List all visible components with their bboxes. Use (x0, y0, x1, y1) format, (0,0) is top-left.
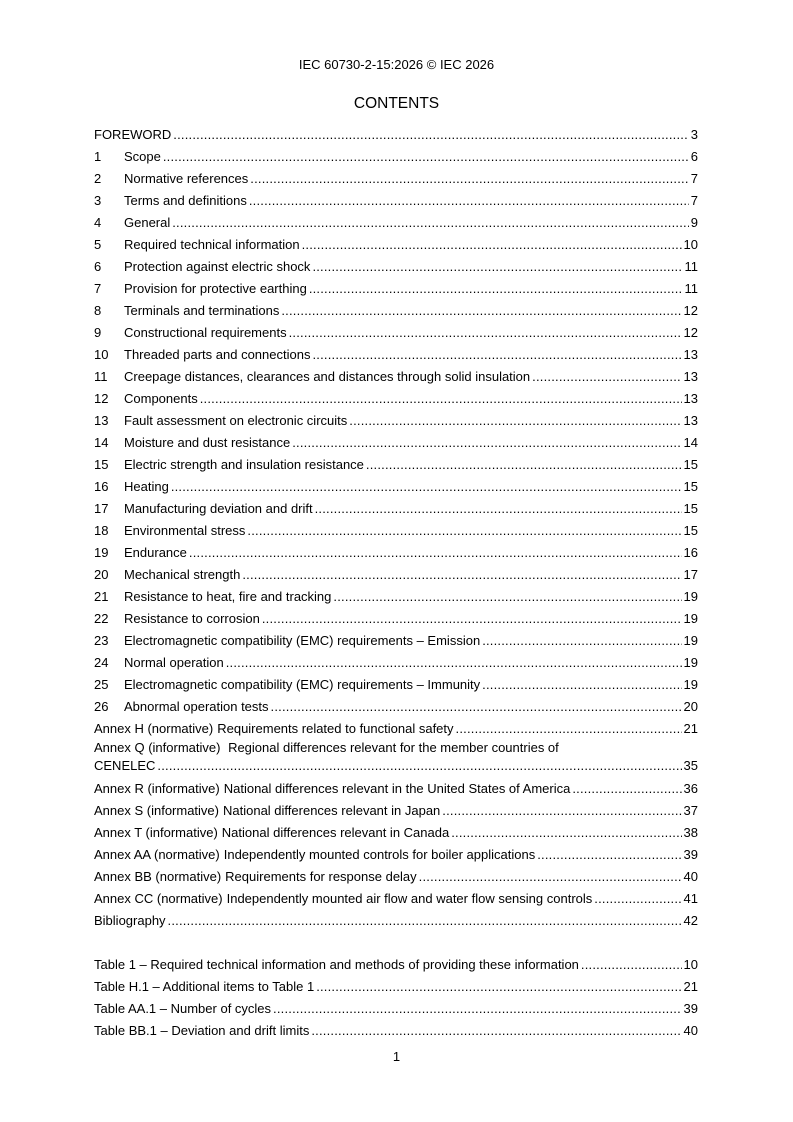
toc-entry-annex[interactable] (94, 740, 698, 778)
toc-entry-clause[interactable] (94, 630, 698, 652)
toc-page-number: 15 (683, 479, 698, 494)
toc-entry-annex[interactable] (94, 844, 698, 866)
toc-annex-prefix: Annex S (informative) (94, 803, 219, 818)
toc-entry-label: National differences relevant in Japan (223, 803, 441, 818)
toc-entry-label: National differences relevant in the United States of America (223, 781, 571, 796)
toc-entry-label: General (124, 215, 171, 230)
toc-leader (163, 146, 689, 168)
toc-entry-clause[interactable] (94, 432, 698, 454)
toc-page-number: 19 (683, 611, 698, 626)
toc-leader (456, 718, 682, 740)
toc-entry-annex[interactable] (94, 866, 698, 888)
toc-leader (366, 454, 682, 476)
toc-leader (200, 388, 682, 410)
toc-clause-number: 22 (94, 611, 109, 626)
toc-entry-label: Terms and definitions (124, 193, 247, 208)
toc-page-number: 13 (683, 369, 698, 384)
toc-entry-label: Abnormal operation tests (124, 699, 269, 714)
toc-leader (262, 608, 682, 630)
toc-entry-clause[interactable] (94, 564, 698, 586)
toc-clause-number: 15 (94, 457, 109, 472)
toc-page-number: 6 (690, 149, 698, 164)
toc-entry-label: Environmental stress (124, 523, 246, 538)
toc-entry-label: Regional differences relevant for the member countries of (228, 740, 559, 755)
toc-page-number: 14 (683, 435, 698, 450)
toc-clause-number: 23 (94, 633, 109, 648)
toc-page-number: 35 (683, 758, 698, 773)
toc-clause-number: 8 (94, 303, 102, 318)
toc-clause-number: 16 (94, 479, 109, 494)
toc-entry-label: FOREWORD (94, 127, 172, 142)
toc-page-number: 16 (683, 545, 698, 560)
toc-entry-label: Provision for protective earthing (124, 281, 307, 296)
page-title: CONTENTS (353, 95, 440, 112)
toc-annex-prefix: Annex CC (normative) (94, 891, 223, 906)
toc-entry-label: Mechanical strength (124, 567, 241, 582)
toc-entry-label: Fault assessment on electronic circuits (124, 413, 348, 428)
toc-entry-annex[interactable] (94, 718, 698, 740)
toc-clause-number: 10 (94, 347, 109, 362)
toc-page-number: 20 (683, 699, 698, 714)
toc-leader (312, 256, 682, 278)
toc-entry-clause[interactable] (94, 542, 698, 564)
toc-entry-clause[interactable] (94, 652, 698, 674)
toc-leader (172, 212, 689, 234)
toc-entry-annex[interactable] (94, 888, 698, 910)
page-number: 1 (392, 1049, 401, 1064)
toc-entry-label: Electromagnetic compatibility (EMC) requirements – Emission (124, 633, 481, 648)
toc-entry-label: Scope (124, 149, 161, 164)
toc-entry-label: Protection against electric shock (124, 259, 311, 274)
toc-entry-label: Terminals and terminations (124, 303, 280, 318)
toc-entry-label: Electric strength and insulation resistance (124, 457, 364, 472)
toc-page-number: 38 (683, 825, 698, 840)
toc-clause-number: 21 (94, 589, 109, 604)
toc-entry-label: Bibliography (94, 913, 166, 928)
toc-entry-clause[interactable] (94, 586, 698, 608)
toc-page-number: 9 (690, 215, 698, 230)
toc-entry-label: Requirements for response delay (225, 869, 417, 884)
toc-page-number: 12 (683, 303, 698, 318)
toc-entry-table[interactable] (94, 954, 698, 976)
toc-clause-number: 6 (94, 259, 102, 274)
toc-leader (273, 998, 682, 1020)
toc-clause-number: 3 (94, 193, 102, 208)
toc-clause-number: 26 (94, 699, 109, 714)
toc-entry-label: Heating (124, 479, 169, 494)
toc-page-number: 19 (683, 589, 698, 604)
toc-leader (249, 190, 689, 212)
toc-page-number: 13 (683, 391, 698, 406)
toc-leader (309, 278, 683, 300)
toc-page-number: 39 (683, 1001, 698, 1016)
toc-leader (451, 822, 681, 844)
toc-leader (349, 410, 681, 432)
toc-leader (333, 586, 681, 608)
toc-clause-number: 13 (94, 413, 109, 428)
toc-page-number: 13 (683, 413, 698, 428)
toc-leader (311, 1020, 681, 1042)
toc-page-number: 40 (683, 869, 698, 884)
toc-page-number: 19 (683, 655, 698, 670)
toc-entry-clause[interactable] (94, 410, 698, 432)
toc-entry-label: Threaded parts and connections (124, 347, 311, 362)
toc-leader (537, 844, 681, 866)
toc-clause-number: 25 (94, 677, 109, 692)
toc-entry-label: Independently mounted controls for boiler applications (223, 847, 536, 862)
toc-leader (247, 520, 681, 542)
toc-page-number: 41 (683, 891, 698, 906)
toc-entry-table[interactable] (94, 1020, 698, 1042)
toc-entry-table[interactable] (94, 998, 698, 1020)
toc-clause-number: 14 (94, 435, 109, 450)
toc-entry-clause[interactable] (94, 256, 698, 278)
toc-page-number: 11 (684, 259, 698, 274)
toc-entry-annex[interactable] (94, 822, 698, 844)
toc-leader (281, 300, 681, 322)
toc-clause-number: 4 (94, 215, 102, 230)
toc-entry-clause[interactable] (94, 234, 698, 256)
toc-leader (242, 564, 681, 586)
toc-entry-label-continuation: CENELEC (94, 758, 156, 773)
toc-entry-label: Requirements related to functional safety (217, 721, 454, 736)
toc-annex-prefix: Annex BB (normative) (94, 869, 222, 884)
toc-entry-label: Constructional requirements (124, 325, 287, 340)
document-header: IEC 60730-2-15:2026 © IEC 2026 (298, 57, 495, 72)
toc-leader (171, 476, 682, 498)
toc-page-number: 40 (683, 1023, 698, 1038)
toc-leader (189, 542, 682, 564)
toc-leader (419, 866, 682, 888)
toc-entry-label: Independently mounted air flow and water flow sensing controls (226, 891, 593, 906)
toc-page-number: 3 (690, 127, 698, 142)
toc-page-number: 21 (683, 721, 698, 736)
toc-leader (157, 756, 681, 776)
toc-annex-prefix: Annex Q (informative) (94, 740, 221, 755)
toc-annex-prefix: Annex AA (normative) (94, 847, 220, 862)
toc-page-number: 39 (683, 847, 698, 862)
toc-entry-clause[interactable] (94, 278, 698, 300)
toc-page-number: 15 (683, 457, 698, 472)
toc-leader (173, 124, 688, 146)
toc-entry-table[interactable] (94, 976, 698, 998)
toc-page-number: 36 (683, 781, 698, 796)
toc-entry-label: Creepage distances, clearances and distances through solid insulation (124, 369, 531, 384)
toc-clause-number: 19 (94, 545, 109, 560)
toc-leader (572, 778, 681, 800)
toc-entry-clause[interactable] (94, 300, 698, 322)
toc-entry-label: Normative references (124, 171, 249, 186)
toc-leader (302, 234, 682, 256)
toc-clause-number: 20 (94, 567, 109, 582)
toc-entry-clause[interactable] (94, 146, 698, 168)
toc-leader (594, 888, 681, 910)
toc-page-number: 7 (690, 171, 698, 186)
toc-page-number: 42 (683, 913, 698, 928)
toc-clause-number: 5 (94, 237, 102, 252)
toc-entry-clause[interactable] (94, 344, 698, 366)
toc-clause-number: 7 (94, 281, 102, 296)
toc-leader (312, 344, 681, 366)
toc-leader (316, 976, 681, 998)
toc-entry-annex[interactable] (94, 800, 698, 822)
toc-entry-clause[interactable] (94, 498, 698, 520)
toc-annex-prefix: Annex R (informative) (94, 781, 220, 796)
toc-entry-foreword[interactable] (94, 124, 698, 146)
toc-page-number: 15 (683, 523, 698, 538)
toc-leader (250, 168, 688, 190)
toc-entry-bibliography[interactable] (94, 910, 698, 932)
toc-entry-clause[interactable] (94, 674, 698, 696)
toc-entry-label: Resistance to heat, fire and tracking (124, 589, 332, 604)
toc-entry-label: Resistance to corrosion (124, 611, 260, 626)
toc-entry-clause[interactable] (94, 366, 698, 388)
toc-page-number: 17 (683, 567, 698, 582)
toc-leader (442, 800, 681, 822)
toc-clause-number: 17 (94, 501, 109, 516)
toc-entry-clause[interactable] (94, 476, 698, 498)
toc-entry-label: National differences relevant in Canada (221, 825, 450, 840)
toc-entry-label: Table BB.1 – Deviation and drift limits (94, 1023, 310, 1038)
toc-leader (581, 954, 682, 976)
toc-clause-number: 18 (94, 523, 109, 538)
toc-clause-number: 24 (94, 655, 109, 670)
toc-entry-clause[interactable] (94, 190, 698, 212)
toc-entry-label: Manufacturing deviation and drift (124, 501, 313, 516)
toc-entry-label: Table 1 – Required technical information and methods of providing these information (94, 957, 579, 972)
toc-entry-clause[interactable] (94, 322, 698, 344)
toc-page-number: 19 (683, 677, 698, 692)
toc-entry-clause[interactable] (94, 608, 698, 630)
toc-leader (289, 322, 682, 344)
toc-page-number: 12 (683, 325, 698, 340)
toc-entry-clause[interactable] (94, 520, 698, 542)
toc-entry-label: Required technical information (124, 237, 300, 252)
toc-entry-label: Moisture and dust resistance (124, 435, 291, 450)
toc-entry-label: Normal operation (124, 655, 224, 670)
toc-entry-clause[interactable] (94, 454, 698, 476)
toc-page-number: 10 (683, 957, 698, 972)
table-of-contents (94, 124, 698, 1042)
toc-leader (226, 652, 682, 674)
toc-clause-number: 9 (94, 325, 102, 340)
toc-entry-clause[interactable] (94, 212, 698, 234)
toc-leader (532, 366, 681, 388)
toc-clause-number: 2 (94, 171, 102, 186)
toc-page-number: 37 (683, 803, 698, 818)
toc-entry-clause[interactable] (94, 168, 698, 190)
toc-annex-prefix: Annex H (normative) (94, 721, 214, 736)
toc-page-number: 7 (690, 193, 698, 208)
toc-page-number: 19 (683, 633, 698, 648)
toc-leader (168, 910, 682, 932)
toc-clause-number: 12 (94, 391, 109, 406)
toc-entry-annex[interactable] (94, 778, 698, 800)
toc-page-number: 13 (683, 347, 698, 362)
toc-clause-number: 1 (94, 149, 102, 164)
toc-page-number: 15 (683, 501, 698, 516)
toc-leader (482, 630, 681, 652)
toc-entry-label: Endurance (124, 545, 187, 560)
toc-entry-label: Table AA.1 – Number of cycles (94, 1001, 272, 1016)
toc-entry-label: Table H.1 – Additional items to Table 1 (94, 979, 315, 994)
toc-annex-prefix: Annex T (informative) (94, 825, 218, 840)
toc-leader (482, 674, 681, 696)
toc-entry-clause[interactable] (94, 388, 698, 410)
toc-entry-clause[interactable] (94, 696, 698, 718)
section-spacer (94, 932, 698, 954)
toc-page-number: 21 (683, 979, 698, 994)
toc-leader (271, 696, 682, 718)
toc-clause-number: 11 (94, 369, 108, 384)
toc-page-number: 11 (684, 281, 698, 296)
toc-entry-label: Electromagnetic compatibility (EMC) requirements – Immunity (124, 677, 481, 692)
toc-leader (292, 432, 681, 454)
toc-leader (315, 498, 682, 520)
toc-entry-label: Components (124, 391, 198, 406)
toc-page-number: 10 (683, 237, 698, 252)
